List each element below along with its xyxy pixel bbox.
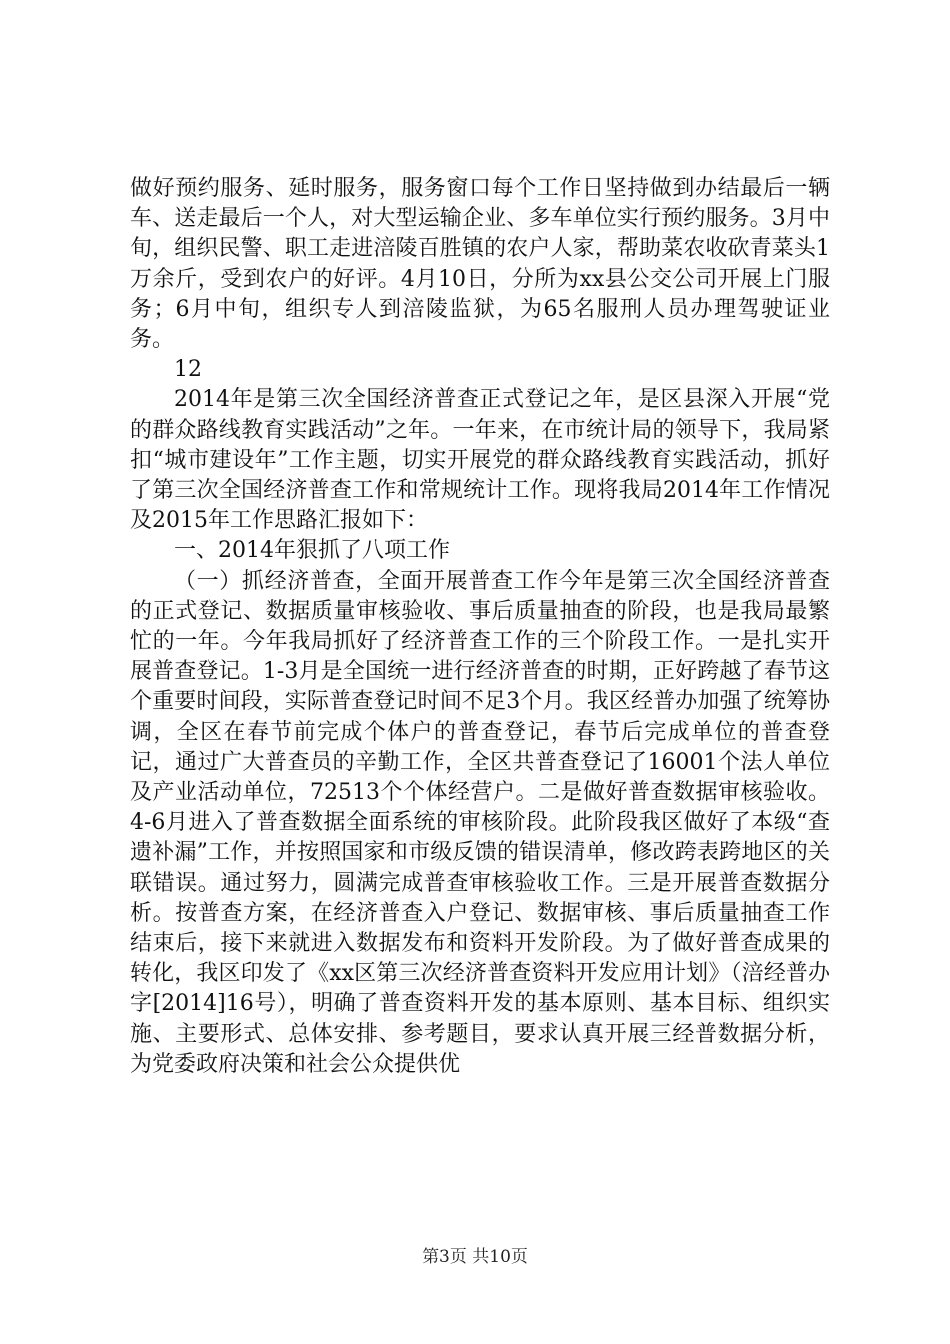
paragraph-economic-census: （一）抓经济普查，全面开展普查工作今年是第三次全国经济普查的正式登记、数据质量审核验收、事后质量抽查的阶段，也是我局最繁忙的一年。今年我局抓好了经济普查工作的三个阶段工作。一是扎实开展普查登记。1-3月是全国统一进行经济普查的时期，正好跨越了春节这个重要时间段，实际普查登记时间不足3个月。我区经普办加强了统筹协调，全区在春节前完成个体户的普查登记，春节后完成单位的普查登记，通过广大普查员的辛勤工作，全区共普查登记了16001个法人单位及产业活动单位，72513个个体经营户。二是做好普查数据审核验收。4-6月进入了普查数据全面系统的审核阶段。此阶段我区做好了本级“查遗补漏”工作，并按照国家和市级反馈的错误清单，修改跨表跨地区的关联错误。通过努力，圆满完成普查审核验收工作。三是开展普查数据分析。按普查方案，在经济普查入户登记、数据审核、事后质量抽查工作结束后，接下来就进入数据发布和资料开发阶段。为了做好普查成果的转化，我区印发了《xx区第三次经济普查资料开发应用计划》（涪经普办字[2014]16号），明确了普查资料开发的基本原则、基本目标、组织实施、主要形式、总体安排、参考题目，要求认真开展三经普数据分析，为党委政府决策和社会公众提供优 xyxy=(130,568,830,1077)
paragraph-continuation: 做好预约服务、延时服务，服务窗口每个工作日坚持做到办结最后一辆车、送走最后一个人，对大型运输企业、多车单位实行预约服务。3月中旬，组织民警、职工走进涪陵百胜镇的农户人家，帮助菜农收砍青菜头1万余斤，受到农户的好评。4月10日，分所为xx县公交公司开展上门服务；6月中旬，组织专人到涪陵监狱，为65名服刑人员办理驾驶证业务。 xyxy=(130,176,830,353)
paragraph-section-number: 12 xyxy=(174,357,202,383)
section-heading: 一、2014年狠抓了八项工作 xyxy=(174,538,450,564)
document-body xyxy=(130,174,830,1080)
paragraph-intro: 2014年是第三次全国经济普查正式登记之年，是区县深入开展“党的群众路线教育实践活动”之年。一年来，在市统计局的领导下，我局紧扣“城市建设年”工作主题，切实开展党的群众路线教育实践活动，抓好了第三次全国经济普查工作和常规统计工作。现将我局2014年工作情况及2015年工作思路汇报如下： xyxy=(130,387,830,534)
page-number-footer: 第3页 共10页 xyxy=(422,1247,528,1267)
